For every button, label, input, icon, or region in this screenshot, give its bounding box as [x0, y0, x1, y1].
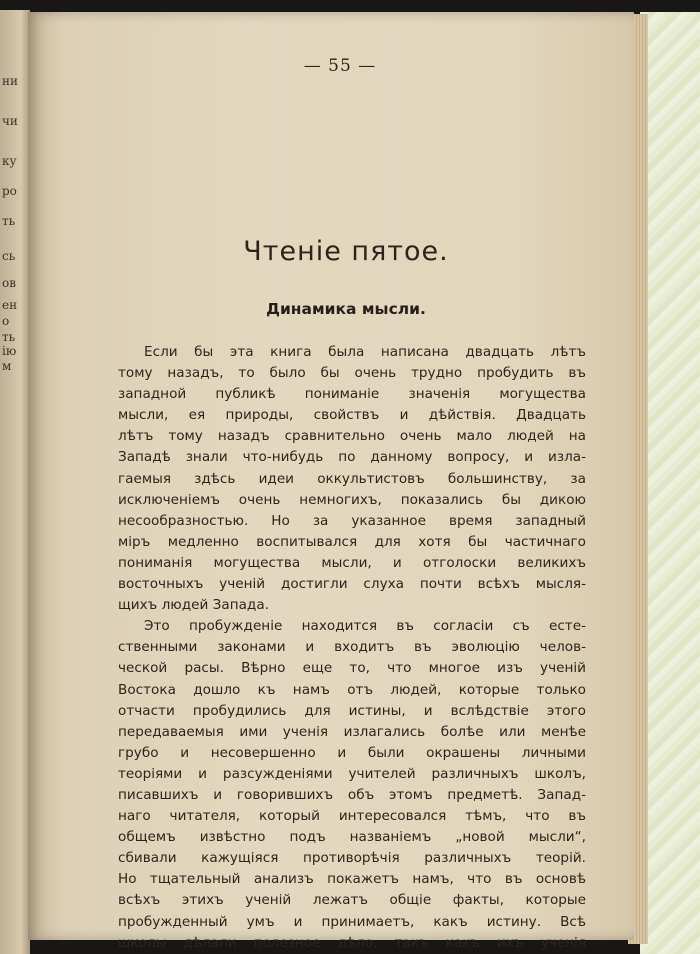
- text-line: міръ медленно воспитывался для хотя бы частичнаго: [118, 533, 586, 550]
- text-line: несообразностью. Но за указанное время западный: [118, 512, 586, 529]
- text-line: восточныхъ ученій достигли слуха почти всѣхъ мысля-: [118, 576, 586, 593]
- text-line: школы дѣлали полезное дѣло, такъ какъ ихъ ученія: [118, 934, 586, 951]
- text-line: ческой расы. Вѣрно еще то, что многое изъ ученій: [118, 660, 586, 677]
- text-line: пониманія могущества мысли, и отголоски великихъ: [118, 554, 586, 571]
- text-line: писавшихъ и говорившихъ объ этомъ предметѣ. Запад-: [118, 786, 586, 803]
- text-line: пробужденный умъ и принимаетъ, какъ истину. Всѣ: [118, 913, 586, 930]
- text-line: общемъ извѣстно подъ названіемъ „новой мысли“,: [118, 829, 586, 846]
- text-line: Но тщательный анализъ покажетъ намъ, что въ основѣ: [118, 871, 586, 888]
- text-line: западной публикѣ пониманіе значенія могущества: [118, 386, 586, 403]
- text-line: всѣхъ этихъ ученій лежатъ общіе факты, которые: [118, 892, 586, 909]
- text-line: исключеніемъ очень немногихъ, показались бы дикою: [118, 491, 586, 508]
- chapter-title: Чтенiе пятое.: [243, 236, 449, 267]
- section-title: Динамика мысли.: [266, 300, 426, 318]
- text-line: Востока дошло къ намъ отъ людей, которые только: [118, 681, 586, 698]
- page-number: — 55 —: [303, 56, 377, 76]
- text-line: грубо и несовершенно и были окрашены личными: [118, 744, 586, 761]
- text-line: ственными законами и входитъ въ эволюцію челов-: [118, 639, 586, 656]
- text-line: тому назадъ, то было бы очень трудно пробудить въ: [118, 365, 586, 382]
- text-line: щихъ людей Запада.: [118, 597, 269, 614]
- text-line: Это пробужденіе находится въ согласіи съ есте-: [144, 618, 586, 635]
- book-page: [28, 12, 634, 951]
- facing-page-fragment: ро: [2, 184, 17, 198]
- text-line: гаемыя здѣсь идеи оккультистовъ большинству, за: [118, 470, 586, 487]
- facing-page-fragment: о: [2, 314, 10, 328]
- facing-page-fragment: сь: [2, 249, 16, 263]
- text-line: наго читателя, который интересовался тѣмъ, что въ: [118, 808, 586, 825]
- facing-page-fragment: ку: [2, 154, 17, 168]
- facing-page-fragment: ть: [2, 330, 16, 344]
- facing-page-fragment: ію: [2, 344, 17, 358]
- facing-page-fragment: ть: [2, 214, 16, 228]
- text-line: отчасти пробудились для истины, и вслѣдствіе этого: [118, 702, 586, 719]
- facing-page-fragment: ов: [2, 276, 16, 290]
- facing-page: [0, 10, 30, 954]
- facing-page-fragment: ни: [2, 74, 18, 88]
- text-line: лѣтъ тому назадъ сравнительно очень мало людей на: [118, 428, 586, 445]
- facing-page-fragment: ен: [2, 298, 18, 312]
- text-line: Если бы эта книга была написана двадцать лѣтъ: [144, 344, 586, 360]
- text-line: Западѣ знали что-нибудь по данному вопросу, и излa-: [118, 449, 586, 466]
- text-line: мысли, ея природы, свойствъ и дѣйствія. Двадцать: [118, 407, 586, 424]
- text-line: передаваемыя ими ученія излагались болѣе или менѣе: [118, 723, 586, 740]
- facing-page-fragment: м: [2, 359, 12, 373]
- text-line: теоріями и разсужденіями учителей различныхъ школъ,: [118, 765, 586, 782]
- book-cover-endpaper: [640, 12, 700, 954]
- body-text: [118, 342, 586, 954]
- text-line: сбивали кажущіяся противорѣчія различныхъ теорій.: [118, 850, 586, 867]
- facing-page-fragment: чи: [2, 114, 18, 128]
